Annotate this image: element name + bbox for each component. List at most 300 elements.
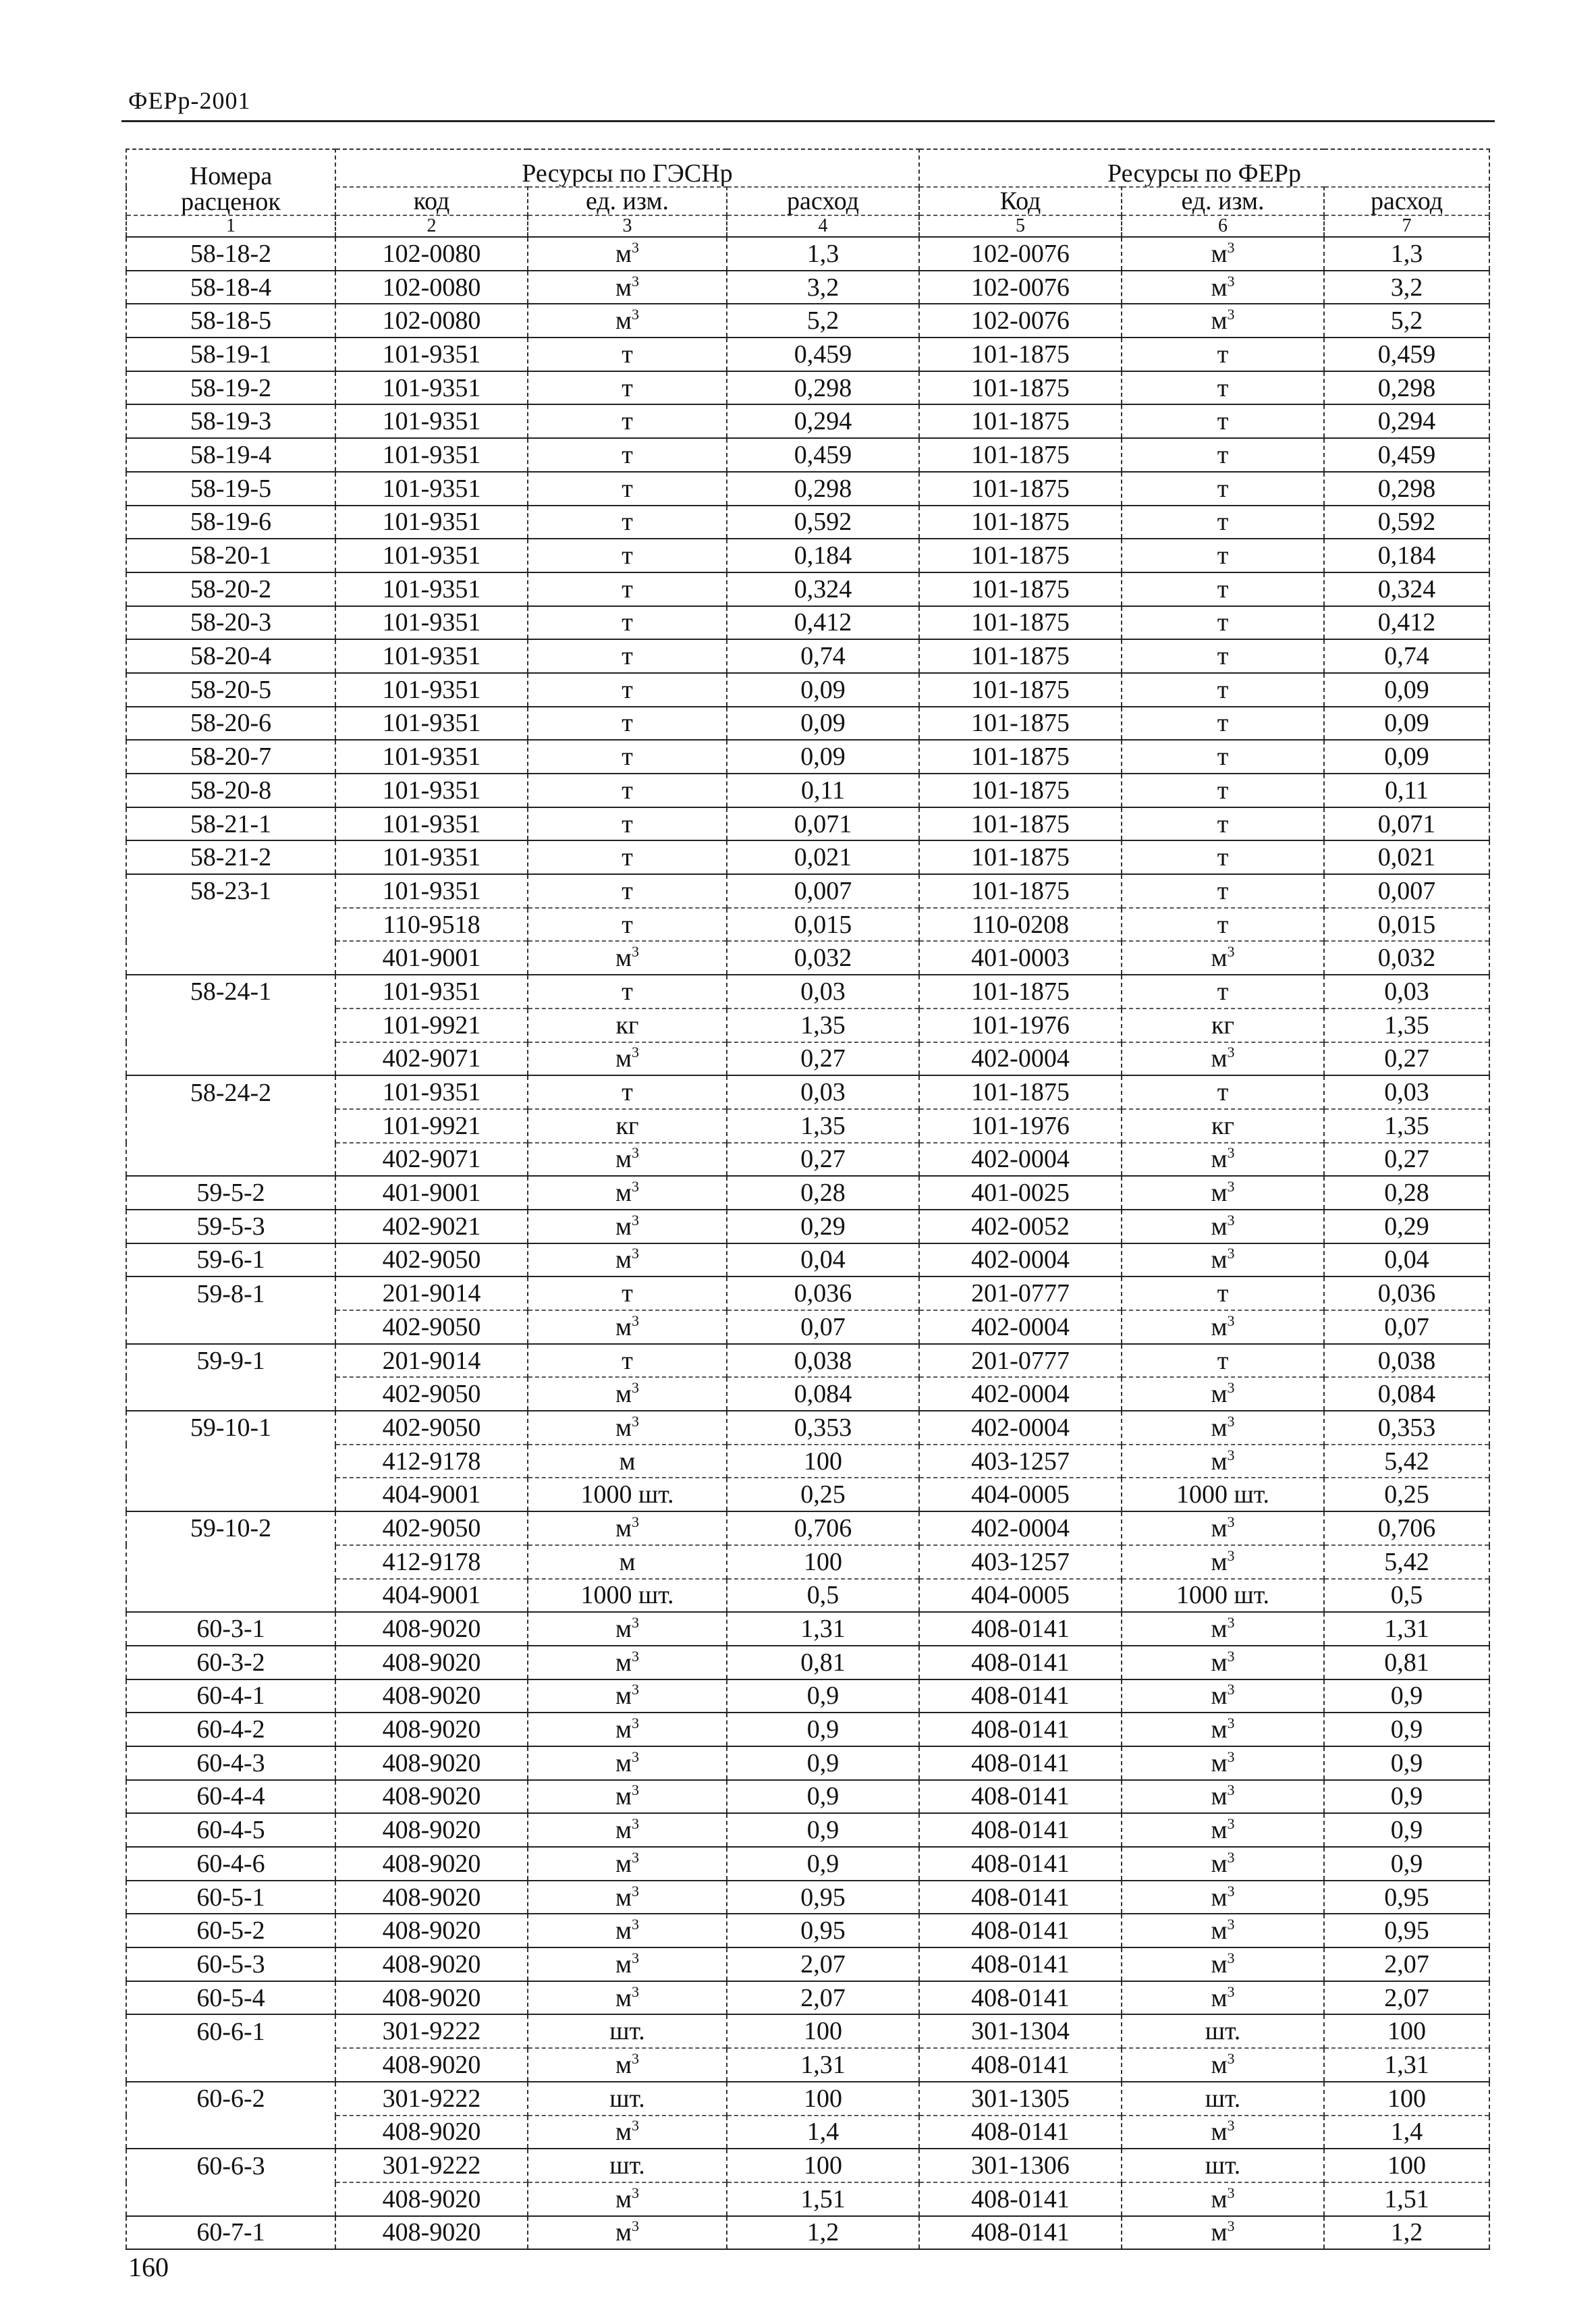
ferr-qty-cell: 0,09 — [1324, 673, 1489, 707]
rate-number-cell: 60-4-3 — [126, 1746, 335, 1780]
rate-number-cell: 59-10-2 — [126, 1511, 335, 1545]
table-row — [126, 1947, 1489, 1981]
table-row — [126, 1646, 1489, 1679]
gesnr-code-cell: 102-0080 — [335, 304, 528, 338]
rate-number-cell: 58-19-1 — [126, 338, 335, 371]
gesnr-code-cell: 401-9001 — [335, 941, 528, 975]
table-row — [126, 774, 1489, 807]
table-row — [126, 807, 1489, 841]
gesnr-qty-cell: 100 — [727, 2082, 919, 2116]
gesnr-unit-cell: $м^3$ — [528, 1813, 727, 1847]
ferr-code-cell: 408-0141 — [919, 2116, 1122, 2149]
gesnr-code-cell: 402-9050 — [335, 1411, 528, 1445]
table-row — [126, 371, 1489, 405]
ferr-unit-cell: $м^3$ — [1122, 237, 1324, 271]
gesnr-unit-cell: $м^3$ — [528, 1411, 727, 1445]
table-row — [126, 1746, 1489, 1780]
unit-exponent: 3 — [1227, 1044, 1235, 1061]
gesnr-unit-cell: $м^3$ — [528, 237, 727, 271]
ferr-unit-cell: т — [1122, 371, 1324, 405]
rate-number-cell — [126, 1377, 335, 1411]
gesnr-unit-cell: т — [528, 707, 727, 741]
gesnr-code-cell: 408-9020 — [335, 1881, 528, 1914]
gesnr-code-cell: 408-9020 — [335, 1914, 528, 1947]
gesnr-unit-cell: шт. — [528, 2149, 727, 2182]
gesnr-qty-cell: 0,03 — [727, 1075, 919, 1109]
ferr-code-cell: 401-0003 — [919, 941, 1122, 975]
gesnr-qty-cell: 2,07 — [727, 1981, 919, 2015]
gesnr-code-cell: 408-9020 — [335, 1847, 528, 1881]
gesnr-unit-cell: т — [528, 840, 727, 874]
rate-number-cell: 60-4-5 — [126, 1813, 335, 1847]
rate-number-cell: 60-7-1 — [126, 2216, 335, 2250]
ferr-unit-cell: т — [1122, 639, 1324, 673]
table-row — [126, 1780, 1489, 1814]
ferr-qty-cell: 0,412 — [1324, 606, 1489, 640]
ferr-code-cell: 408-0141 — [919, 1646, 1122, 1679]
gesnr-qty-cell: 0,27 — [727, 1042, 919, 1076]
ferr-code-cell: 408-0141 — [919, 2216, 1122, 2250]
gesnr-unit-cell: т — [528, 572, 727, 606]
ferr-unit-cell: т — [1122, 606, 1324, 640]
ferr-qty-cell: 0,9 — [1324, 1813, 1489, 1847]
gesnr-unit-cell: т — [528, 404, 727, 438]
rate-number-cell: 60-5-1 — [126, 1881, 335, 1914]
rate-number-cell: 58-23-1 — [126, 874, 335, 908]
unit-exponent: 3 — [1227, 1916, 1235, 1933]
ferr-qty-cell: 0,021 — [1324, 840, 1489, 874]
ferr-code-cell: 101-1875 — [919, 539, 1122, 572]
unit-exponent: 3 — [632, 1211, 640, 1229]
ferr-unit-header: ед. изм. — [1122, 187, 1324, 215]
gesnr-code-header: код — [335, 187, 528, 215]
unit-exponent: 3 — [632, 1781, 640, 1799]
rate-number-cell: 58-18-2 — [126, 237, 335, 271]
gesnr-qty-cell: 0,412 — [727, 606, 919, 640]
gesnr-unit-cell: кг — [528, 1008, 727, 1042]
table-row — [126, 1713, 1489, 1746]
unit-exponent: 3 — [632, 1681, 640, 1698]
ferr-unit-cell: шт. — [1122, 2082, 1324, 2116]
ferr-code-cell: 101-1875 — [919, 572, 1122, 606]
table-row — [126, 1210, 1489, 1243]
ferr-qty-cell: 1,51 — [1324, 2182, 1489, 2216]
ferr-qty-cell: 0,27 — [1324, 1143, 1489, 1177]
unit-exponent: 3 — [632, 1815, 640, 1833]
table-row — [126, 1981, 1489, 2015]
gesnr-unit-cell: м — [528, 1445, 727, 1478]
ferr-unit-cell: $м^3$ — [1122, 2116, 1324, 2149]
ferr-qty-cell: 0,353 — [1324, 1411, 1489, 1445]
col-number: 5 — [919, 215, 1122, 237]
unit-exponent: 3 — [632, 1245, 640, 1262]
gesnr-qty-cell: 1,35 — [727, 1109, 919, 1143]
ferr-unit-cell: $м^3$ — [1122, 271, 1324, 304]
ferr-unit-cell: $м^3$ — [1122, 1713, 1324, 1746]
rate-number-cell: 60-4-1 — [126, 1679, 335, 1713]
gesnr-code-cell: 402-9050 — [335, 1377, 528, 1411]
ferr-qty-cell: 100 — [1324, 2082, 1489, 2116]
rate-number-cell — [126, 1478, 335, 1511]
gesnr-code-cell: 110-9518 — [335, 908, 528, 942]
ferr-resources-header: Ресурсы по ФЕРр — [919, 149, 1489, 187]
ferr-unit-cell: $м^3$ — [1122, 304, 1324, 338]
unit-exponent: 3 — [1227, 2049, 1235, 2067]
gesnr-qty-cell: 0,353 — [727, 1411, 919, 1445]
unit-exponent: 3 — [1227, 1882, 1235, 1900]
gesnr-code-cell: 101-9351 — [335, 874, 528, 908]
ferr-unit-cell: т — [1122, 707, 1324, 741]
ferr-unit-cell: т — [1122, 438, 1324, 472]
ferr-qty-cell: 0,74 — [1324, 639, 1489, 673]
table-row — [126, 1310, 1489, 1344]
ferr-code-cell: 101-1875 — [919, 338, 1122, 371]
table-row — [126, 1377, 1489, 1411]
gesnr-unit-header: ед. изм. — [528, 187, 727, 215]
rate-number-cell — [126, 2048, 335, 2082]
unit-exponent: 3 — [632, 1949, 640, 1966]
ferr-qty-cell: 0,09 — [1324, 707, 1489, 741]
gesnr-qty-cell: 1,31 — [727, 1612, 919, 1646]
ferr-code-cell: 408-0141 — [919, 1713, 1122, 1746]
ferr-unit-cell: $м^3$ — [1122, 2216, 1324, 2250]
gesnr-qty-cell: 100 — [727, 1445, 919, 1478]
ferr-code-cell: 408-0141 — [919, 1780, 1122, 1814]
gesnr-code-cell: 101-9351 — [335, 506, 528, 539]
gesnr-qty-cell: 0,09 — [727, 707, 919, 741]
gesnr-code-cell: 101-9351 — [335, 606, 528, 640]
ferr-unit-cell: $м^3$ — [1122, 2182, 1324, 2216]
unit-exponent: 3 — [1227, 1379, 1235, 1397]
unit-exponent: 3 — [1227, 306, 1235, 323]
ferr-code-cell: 101-1875 — [919, 707, 1122, 741]
gesnr-qty-cell: 0,036 — [727, 1276, 919, 1310]
gesnr-unit-cell: $м^3$ — [528, 1679, 727, 1713]
rate-number-cell: 59-10-1 — [126, 1411, 335, 1445]
unit-exponent: 3 — [632, 1178, 640, 1195]
rate-number-cell: 58-18-5 — [126, 304, 335, 338]
unit-exponent: 3 — [632, 1144, 640, 1162]
unit-exponent: 3 — [632, 2049, 640, 2067]
ferr-code-cell: 102-0076 — [919, 271, 1122, 304]
ferr-code-cell: 101-1875 — [919, 1075, 1122, 1109]
ferr-qty-cell: 0,81 — [1324, 1646, 1489, 1679]
unit-exponent: 3 — [1227, 2184, 1235, 2201]
ferr-qty-header: расход — [1324, 187, 1489, 215]
table-row — [126, 1579, 1489, 1613]
ferr-qty-cell: 3,2 — [1324, 271, 1489, 304]
gesnr-qty-cell: 0,11 — [727, 774, 919, 807]
gesnr-code-cell: 101-9351 — [335, 673, 528, 707]
table-row — [126, 1109, 1489, 1143]
unit-exponent: 3 — [632, 1412, 640, 1430]
rate-number-cell: 58-20-5 — [126, 673, 335, 707]
ferr-code-cell: 408-0141 — [919, 1679, 1122, 1713]
table-row — [126, 506, 1489, 539]
unit-exponent: 3 — [632, 943, 640, 961]
ferr-code-cell: 404-0005 — [919, 1579, 1122, 1613]
col-number: 6 — [1122, 215, 1324, 237]
ferr-qty-cell: 0,038 — [1324, 1344, 1489, 1378]
ferr-unit-cell: $м^3$ — [1122, 1947, 1324, 1981]
ferr-qty-cell: 0,9 — [1324, 1847, 1489, 1881]
unit-exponent: 3 — [1227, 1647, 1235, 1665]
gesnr-code-cell: 101-9351 — [335, 572, 528, 606]
ferr-unit-cell: т — [1122, 673, 1324, 707]
table-row — [126, 438, 1489, 472]
ferr-code-cell: 201-0777 — [919, 1276, 1122, 1310]
rate-number-cell — [126, 1579, 335, 1613]
ferr-unit-cell: т — [1122, 1344, 1324, 1378]
gesnr-unit-cell: $м^3$ — [528, 2116, 727, 2149]
table-row — [126, 740, 1489, 774]
rate-number-cell — [126, 1310, 335, 1344]
table-row — [126, 2182, 1489, 2216]
ferr-code-cell: 408-0141 — [919, 1947, 1122, 1981]
gesnr-unit-cell: $м^3$ — [528, 1947, 727, 1981]
rate-number-cell: 58-20-7 — [126, 740, 335, 774]
ferr-code-cell: 301-1304 — [919, 2014, 1122, 2048]
rate-number-cell — [126, 2182, 335, 2216]
running-header: ФЕРр-2001 — [128, 87, 251, 114]
ferr-qty-cell: 0,071 — [1324, 807, 1489, 841]
ferr-qty-cell: 0,592 — [1324, 506, 1489, 539]
resources-table — [126, 149, 1490, 2250]
ferr-code-cell: 402-0052 — [919, 1210, 1122, 1243]
unit-exponent: 3 — [1227, 272, 1235, 290]
gesnr-code-cell: 408-9020 — [335, 1713, 528, 1746]
ferr-qty-cell: 5,2 — [1324, 304, 1489, 338]
ferr-qty-cell: 1,3 — [1324, 237, 1489, 271]
ferr-unit-cell: т — [1122, 807, 1324, 841]
gesnr-unit-cell: $м^3$ — [528, 304, 727, 338]
gesnr-qty-cell: 0,25 — [727, 1478, 919, 1511]
gesnr-qty-cell: 0,9 — [727, 1679, 919, 1713]
ferr-code-cell: 110-0208 — [919, 908, 1122, 942]
rate-number-cell: 59-9-1 — [126, 1344, 335, 1378]
ferr-unit-cell: $м^3$ — [1122, 1511, 1324, 1545]
table-row — [126, 1612, 1489, 1646]
table-row — [126, 606, 1489, 640]
gesnr-unit-cell: т — [528, 606, 727, 640]
table-row — [126, 271, 1489, 304]
gesnr-unit-cell: т — [528, 807, 727, 841]
table-row — [126, 304, 1489, 338]
table-row — [126, 1445, 1489, 1478]
gesnr-qty-cell: 0,9 — [727, 1847, 919, 1881]
ferr-unit-cell: т — [1122, 975, 1324, 1008]
ferr-qty-cell: 0,9 — [1324, 1679, 1489, 1713]
gesnr-qty-cell: 0,592 — [727, 506, 919, 539]
rate-number-cell: 59-8-1 — [126, 1276, 335, 1310]
unit-exponent: 3 — [1227, 1312, 1235, 1329]
table-row — [126, 673, 1489, 707]
gesnr-qty-header: расход — [727, 187, 919, 215]
gesnr-unit-cell: т — [528, 438, 727, 472]
gesnr-unit-cell: $м^3$ — [528, 1511, 727, 1545]
ferr-unit-cell: $м^3$ — [1122, 1646, 1324, 1679]
gesnr-unit-cell: $м^3$ — [528, 1981, 727, 2015]
rate-number-cell: 59-5-2 — [126, 1176, 335, 1210]
ferr-unit-cell: т — [1122, 506, 1324, 539]
table-row — [126, 1344, 1489, 1378]
gesnr-code-cell: 408-9020 — [335, 1612, 528, 1646]
rate-number-cell: 58-20-4 — [126, 639, 335, 673]
gesnr-unit-cell: $м^3$ — [528, 271, 727, 304]
unit-exponent: 3 — [1227, 2117, 1235, 2134]
ferr-unit-cell: $м^3$ — [1122, 1210, 1324, 1243]
ferr-unit-cell: $м^3$ — [1122, 1881, 1324, 1914]
unit-exponent: 3 — [1227, 1412, 1235, 1430]
ferr-unit-cell: $м^3$ — [1122, 1847, 1324, 1881]
gesnr-qty-cell: 100 — [727, 2014, 919, 2048]
ferr-code-cell: 101-1976 — [919, 1008, 1122, 1042]
ferr-code-cell: 301-1305 — [919, 2082, 1122, 2116]
ferr-qty-cell: 0,28 — [1324, 1176, 1489, 1210]
ferr-unit-cell: $м^3$ — [1122, 1143, 1324, 1177]
gesnr-qty-cell: 0,007 — [727, 874, 919, 908]
table-row — [126, 2082, 1489, 2116]
ferr-qty-cell: 0,324 — [1324, 572, 1489, 606]
gesnr-qty-cell: 0,9 — [727, 1780, 919, 1814]
gesnr-unit-cell: т — [528, 975, 727, 1008]
ferr-code-cell: 201-0777 — [919, 1344, 1122, 1378]
table-row — [126, 2048, 1489, 2082]
gesnr-code-cell: 401-9001 — [335, 1176, 528, 1210]
ferr-unit-cell: $м^3$ — [1122, 1746, 1324, 1780]
table-row — [126, 1511, 1489, 1545]
ferr-code-cell: 101-1875 — [919, 740, 1122, 774]
ferr-qty-cell: 0,25 — [1324, 1478, 1489, 1511]
gesnr-code-cell: 404-9001 — [335, 1579, 528, 1613]
gesnr-unit-cell: т — [528, 472, 727, 506]
rate-number-cell: 60-4-2 — [126, 1713, 335, 1746]
ferr-qty-cell: 1,4 — [1324, 2116, 1489, 2149]
unit-exponent: 3 — [632, 1513, 640, 1530]
unit-exponent: 3 — [1227, 1546, 1235, 1564]
gesnr-code-cell: 412-9178 — [335, 1545, 528, 1579]
gesnr-qty-cell: 0,324 — [727, 572, 919, 606]
ferr-qty-cell: 0,184 — [1324, 539, 1489, 572]
ferr-unit-cell: т — [1122, 740, 1324, 774]
gesnr-unit-cell: 1000 шт. — [528, 1478, 727, 1511]
rate-numbers-header-line2: расценок — [181, 188, 281, 215]
unit-exponent: 3 — [632, 1044, 640, 1061]
rate-number-cell: 58-20-2 — [126, 572, 335, 606]
ferr-unit-cell: $м^3$ — [1122, 1545, 1324, 1579]
ferr-unit-cell: т — [1122, 338, 1324, 371]
ferr-qty-cell: 0,09 — [1324, 740, 1489, 774]
rate-number-cell: 60-5-3 — [126, 1947, 335, 1981]
rate-number-cell: 58-20-1 — [126, 539, 335, 572]
gesnr-code-cell: 101-9351 — [335, 740, 528, 774]
gesnr-code-cell: 408-9020 — [335, 1981, 528, 2015]
rate-number-cell: 58-19-3 — [126, 404, 335, 438]
gesnr-code-cell: 408-9020 — [335, 1746, 528, 1780]
gesnr-qty-cell: 0,03 — [727, 975, 919, 1008]
ferr-code-cell: 101-1875 — [919, 438, 1122, 472]
gesnr-unit-cell: т — [528, 539, 727, 572]
gesnr-unit-cell: $м^3$ — [528, 2182, 727, 2216]
gesnr-qty-cell: 0,706 — [727, 1511, 919, 1545]
rate-number-cell — [126, 1008, 335, 1042]
gesnr-code-cell: 301-9222 — [335, 2149, 528, 2182]
ferr-code-cell: 408-0141 — [919, 2048, 1122, 2082]
gesnr-unit-cell: т — [528, 639, 727, 673]
gesnr-unit-cell: $м^3$ — [528, 1746, 727, 1780]
rate-number-cell: 60-3-2 — [126, 1646, 335, 1679]
ferr-code-cell: 101-1976 — [919, 1109, 1122, 1143]
gesnr-qty-cell: 0,09 — [727, 740, 919, 774]
gesnr-code-cell: 301-9222 — [335, 2014, 528, 2048]
gesnr-unit-cell: 1000 шт. — [528, 1579, 727, 1613]
ferr-qty-cell: 0,9 — [1324, 1746, 1489, 1780]
gesnr-unit-cell: т — [528, 1344, 727, 1378]
unit-exponent: 3 — [632, 1882, 640, 1900]
gesnr-unit-cell: т — [528, 506, 727, 539]
unit-exponent: 3 — [1227, 1715, 1235, 1732]
ferr-unit-cell: т — [1122, 774, 1324, 807]
ferr-code-cell: 408-0141 — [919, 1881, 1122, 1914]
gesnr-code-cell: 101-9351 — [335, 807, 528, 841]
rate-number-cell: 58-20-8 — [126, 774, 335, 807]
rate-number-cell: 60-4-6 — [126, 1847, 335, 1881]
ferr-qty-cell: 0,007 — [1324, 874, 1489, 908]
unit-exponent: 3 — [1227, 1513, 1235, 1530]
ferr-code-header: Код — [919, 187, 1122, 215]
ferr-unit-cell: т — [1122, 1276, 1324, 1310]
gesnr-qty-cell: 0,27 — [727, 1143, 919, 1177]
ferr-unit-cell: 1000 шт. — [1122, 1579, 1324, 1613]
rate-number-cell: 58-21-1 — [126, 807, 335, 841]
table-row — [126, 1411, 1489, 1445]
gesnr-code-cell: 412-9178 — [335, 1445, 528, 1478]
gesnr-code-cell: 201-9014 — [335, 1276, 528, 1310]
gesnr-qty-cell: 0,95 — [727, 1914, 919, 1947]
gesnr-unit-cell: т — [528, 1276, 727, 1310]
gesnr-qty-cell: 0,084 — [727, 1377, 919, 1411]
gesnr-qty-cell: 0,9 — [727, 1813, 919, 1847]
table-row — [126, 2116, 1489, 2149]
rate-number-cell: 60-6-1 — [126, 2014, 335, 2048]
ferr-unit-cell: $м^3$ — [1122, 1176, 1324, 1210]
unit-exponent: 3 — [632, 1983, 640, 2000]
rate-number-cell: 58-19-4 — [126, 438, 335, 472]
gesnr-unit-cell: $м^3$ — [528, 1042, 727, 1076]
ferr-code-cell: 402-0004 — [919, 1377, 1122, 1411]
gesnr-qty-cell: 0,5 — [727, 1579, 919, 1613]
ferr-unit-cell: $м^3$ — [1122, 1042, 1324, 1076]
ferr-qty-cell: 0,298 — [1324, 371, 1489, 405]
ferr-code-cell: 401-0025 — [919, 1176, 1122, 1210]
ferr-unit-cell: т — [1122, 1075, 1324, 1109]
gesnr-resources-header: Ресурсы по ГЭСНр — [335, 149, 919, 187]
table-row — [126, 1881, 1489, 1914]
gesnr-code-cell: 101-9921 — [335, 1008, 528, 1042]
ferr-unit-cell: $м^3$ — [1122, 941, 1324, 975]
gesnr-code-cell: 101-9351 — [335, 639, 528, 673]
ferr-code-cell: 102-0076 — [919, 237, 1122, 271]
gesnr-code-cell: 408-9020 — [335, 2182, 528, 2216]
gesnr-qty-cell: 1,4 — [727, 2116, 919, 2149]
rate-number-cell: 58-21-2 — [126, 840, 335, 874]
ferr-unit-cell: $м^3$ — [1122, 1243, 1324, 1277]
table-row — [126, 975, 1489, 1008]
gesnr-unit-cell: шт. — [528, 2014, 727, 2048]
ferr-code-cell: 402-0004 — [919, 1511, 1122, 1545]
gesnr-code-cell: 101-9921 — [335, 1109, 528, 1143]
ferr-qty-cell: 2,07 — [1324, 1981, 1489, 2015]
